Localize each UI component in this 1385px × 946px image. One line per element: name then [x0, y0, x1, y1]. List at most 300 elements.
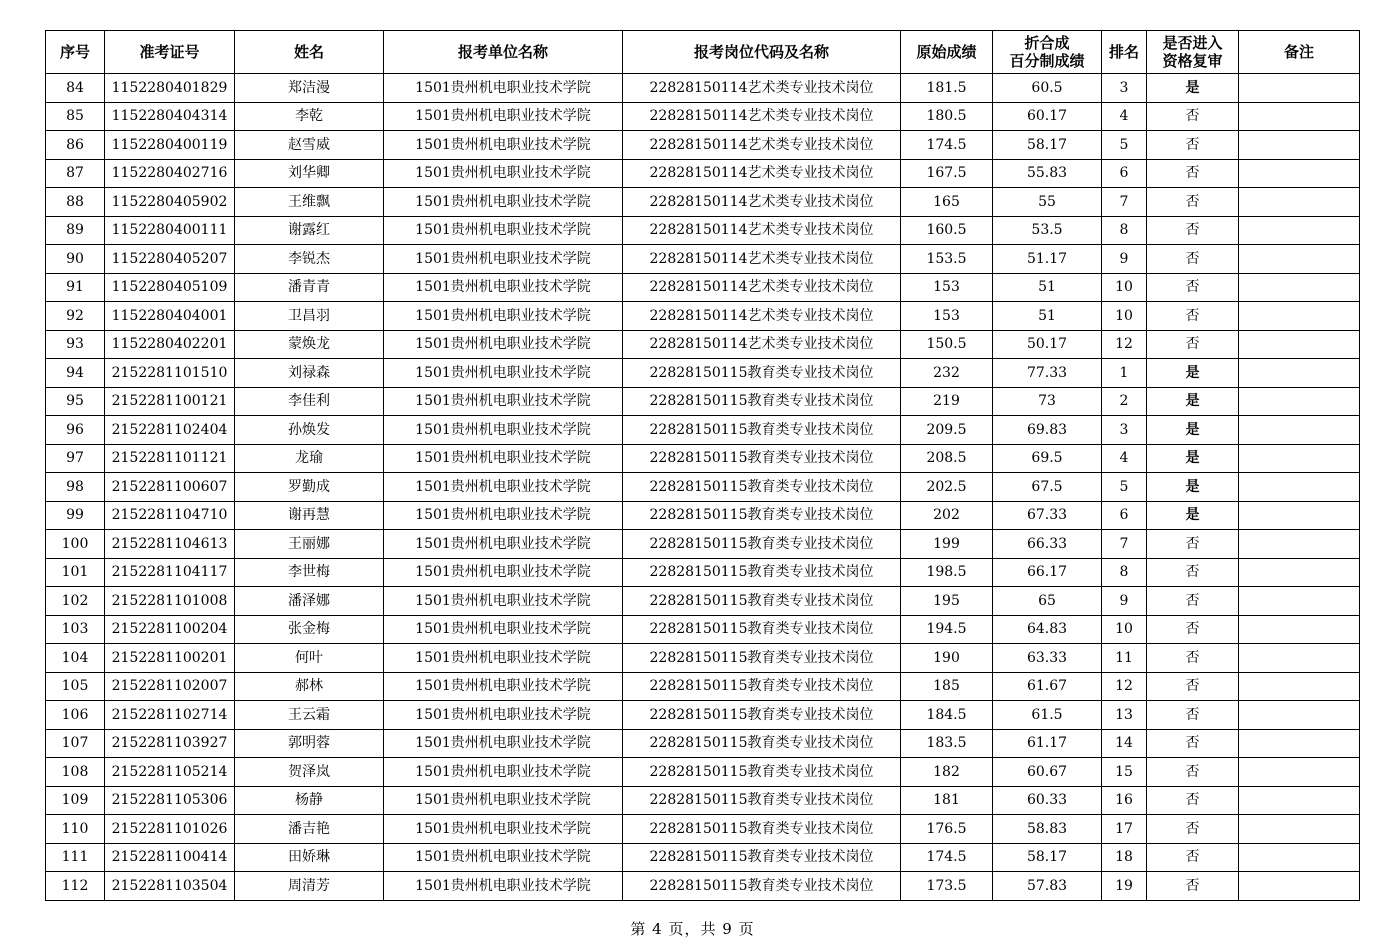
- cell-unit: 1501贵州机电职业技术学院: [384, 644, 623, 673]
- cell-seq: 107: [46, 729, 105, 758]
- cell-name: 郭明蓉: [235, 729, 384, 758]
- cell-review: 否: [1147, 188, 1239, 217]
- cell-remark: [1239, 815, 1360, 844]
- cell-unit: 1501贵州机电职业技术学院: [384, 359, 623, 388]
- cell-raw-score: 153: [901, 302, 993, 331]
- cell-rank: 16: [1102, 786, 1147, 815]
- cell-raw-score: 190: [901, 644, 993, 673]
- table-row: [46, 102, 1360, 131]
- cell-review: 否: [1147, 872, 1239, 901]
- table-body: [46, 74, 1360, 901]
- cell-remark: [1239, 102, 1360, 131]
- cell-position: 22828150114艺术类专业技术岗位: [623, 330, 901, 359]
- header-review-line2: 资格复审: [1162, 52, 1223, 70]
- cell-converted-score: 60.67: [993, 758, 1102, 787]
- cell-converted-score: 67.5: [993, 473, 1102, 502]
- cell-name: 罗勤成: [235, 473, 384, 502]
- cell-unit: 1501贵州机电职业技术学院: [384, 872, 623, 901]
- cell-unit: 1501贵州机电职业技术学院: [384, 615, 623, 644]
- cell-converted-score: 64.83: [993, 615, 1102, 644]
- cell-review: 否: [1147, 245, 1239, 274]
- table-row: [46, 473, 1360, 502]
- cell-name: 潘青青: [235, 273, 384, 302]
- cell-raw-score: 198.5: [901, 558, 993, 587]
- cell-ticket-number: 2152281101510: [105, 359, 235, 388]
- cell-name: 贺泽岚: [235, 758, 384, 787]
- header-unit: 报考单位名称: [384, 31, 623, 74]
- cell-rank: 13: [1102, 701, 1147, 730]
- header-remark: 备注: [1239, 31, 1360, 74]
- cell-rank: 5: [1102, 473, 1147, 502]
- cell-seq: 108: [46, 758, 105, 787]
- cell-name: 李锐杰: [235, 245, 384, 274]
- cell-review: 否: [1147, 786, 1239, 815]
- table-row: [46, 131, 1360, 160]
- cell-name: 孙焕发: [235, 416, 384, 445]
- table-row: [46, 416, 1360, 445]
- cell-position: 22828150115教育类专业技术岗位: [623, 558, 901, 587]
- table-row: [46, 672, 1360, 701]
- cell-remark: [1239, 330, 1360, 359]
- cell-unit: 1501贵州机电职业技术学院: [384, 530, 623, 559]
- cell-seq: 109: [46, 786, 105, 815]
- cell-remark: [1239, 444, 1360, 473]
- table-row: [46, 330, 1360, 359]
- cell-raw-score: 160.5: [901, 216, 993, 245]
- cell-review: 否: [1147, 758, 1239, 787]
- cell-remark: [1239, 786, 1360, 815]
- table-row: [46, 815, 1360, 844]
- cell-ticket-number: 2152281101026: [105, 815, 235, 844]
- header-converted-score-line1: 折合成: [1024, 34, 1070, 52]
- cell-seq: 103: [46, 615, 105, 644]
- cell-converted-score: 61.5: [993, 701, 1102, 730]
- cell-review: 是: [1147, 501, 1239, 530]
- cell-rank: 7: [1102, 188, 1147, 217]
- cell-name: 蒙焕龙: [235, 330, 384, 359]
- cell-remark: [1239, 758, 1360, 787]
- cell-review: 否: [1147, 815, 1239, 844]
- header-ticket-number: 准考证号: [105, 31, 235, 74]
- cell-seq: 91: [46, 273, 105, 302]
- cell-unit: 1501贵州机电职业技术学院: [384, 330, 623, 359]
- cell-raw-score: 153.5: [901, 245, 993, 274]
- cell-position: 22828150114艺术类专业技术岗位: [623, 102, 901, 131]
- cell-raw-score: 165: [901, 188, 993, 217]
- table-row: [46, 216, 1360, 245]
- cell-ticket-number: 1152280404001: [105, 302, 235, 331]
- cell-remark: [1239, 359, 1360, 388]
- cell-converted-score: 73: [993, 387, 1102, 416]
- cell-position: 22828150114艺术类专业技术岗位: [623, 131, 901, 160]
- cell-seq: 101: [46, 558, 105, 587]
- cell-ticket-number: 1152280405207: [105, 245, 235, 274]
- cell-raw-score: 195: [901, 587, 993, 616]
- table-row: [46, 444, 1360, 473]
- cell-position: 22828150115教育类专业技术岗位: [623, 786, 901, 815]
- cell-raw-score: 153: [901, 273, 993, 302]
- cell-raw-score: 219: [901, 387, 993, 416]
- cell-position: 22828150114艺术类专业技术岗位: [623, 188, 901, 217]
- cell-rank: 19: [1102, 872, 1147, 901]
- cell-converted-score: 65: [993, 587, 1102, 616]
- cell-ticket-number: 2152281105214: [105, 758, 235, 787]
- cell-raw-score: 185: [901, 672, 993, 701]
- cell-position: 22828150115教育类专业技术岗位: [623, 587, 901, 616]
- cell-seq: 95: [46, 387, 105, 416]
- header-position: 报考岗位代码及名称: [623, 31, 901, 74]
- cell-ticket-number: 2152281100204: [105, 615, 235, 644]
- cell-seq: 110: [46, 815, 105, 844]
- cell-name: 王云霜: [235, 701, 384, 730]
- cell-name: 李乾: [235, 102, 384, 131]
- cell-ticket-number: 1152280405902: [105, 188, 235, 217]
- table-row: [46, 159, 1360, 188]
- table-row: [46, 188, 1360, 217]
- cell-unit: 1501贵州机电职业技术学院: [384, 216, 623, 245]
- cell-unit: 1501贵州机电职业技术学院: [384, 188, 623, 217]
- cell-position: 22828150114艺术类专业技术岗位: [623, 302, 901, 331]
- cell-remark: [1239, 872, 1360, 901]
- cell-rank: 10: [1102, 615, 1147, 644]
- cell-review: 是: [1147, 387, 1239, 416]
- cell-unit: 1501贵州机电职业技术学院: [384, 501, 623, 530]
- cell-ticket-number: 2152281105306: [105, 786, 235, 815]
- cell-review: 否: [1147, 530, 1239, 559]
- cell-ticket-number: 2152281104613: [105, 530, 235, 559]
- cell-name: 龙瑜: [235, 444, 384, 473]
- cell-seq: 88: [46, 188, 105, 217]
- cell-rank: 10: [1102, 302, 1147, 331]
- cell-converted-score: 60.33: [993, 786, 1102, 815]
- cell-position: 22828150115教育类专业技术岗位: [623, 473, 901, 502]
- cell-ticket-number: 2152281104710: [105, 501, 235, 530]
- cell-review: 否: [1147, 558, 1239, 587]
- cell-position: 22828150115教育类专业技术岗位: [623, 530, 901, 559]
- cell-remark: [1239, 672, 1360, 701]
- cell-ticket-number: 1152280400119: [105, 131, 235, 160]
- cell-seq: 89: [46, 216, 105, 245]
- header-raw-score: 原始成绩: [901, 31, 993, 74]
- cell-unit: 1501贵州机电职业技术学院: [384, 245, 623, 274]
- cell-review: 否: [1147, 102, 1239, 131]
- cell-seq: 85: [46, 102, 105, 131]
- cell-rank: 9: [1102, 587, 1147, 616]
- cell-ticket-number: 2152281101121: [105, 444, 235, 473]
- cell-raw-score: 174.5: [901, 843, 993, 872]
- cell-review: 是: [1147, 473, 1239, 502]
- cell-position: 22828150115教育类专业技术岗位: [623, 387, 901, 416]
- cell-converted-score: 53.5: [993, 216, 1102, 245]
- cell-raw-score: 150.5: [901, 330, 993, 359]
- cell-rank: 1: [1102, 359, 1147, 388]
- cell-seq: 102: [46, 587, 105, 616]
- cell-position: 22828150115教育类专业技术岗位: [623, 644, 901, 673]
- cell-position: 22828150115教育类专业技术岗位: [623, 672, 901, 701]
- cell-review: 否: [1147, 273, 1239, 302]
- cell-converted-score: 67.33: [993, 501, 1102, 530]
- cell-position: 22828150115教育类专业技术岗位: [623, 729, 901, 758]
- cell-name: 刘禄森: [235, 359, 384, 388]
- cell-name: 刘华卿: [235, 159, 384, 188]
- cell-ticket-number: 2152281104117: [105, 558, 235, 587]
- cell-raw-score: 202: [901, 501, 993, 530]
- cell-rank: 14: [1102, 729, 1147, 758]
- cell-position: 22828150115教育类专业技术岗位: [623, 615, 901, 644]
- cell-review: 否: [1147, 644, 1239, 673]
- table-row: [46, 644, 1360, 673]
- cell-raw-score: 208.5: [901, 444, 993, 473]
- cell-rank: 8: [1102, 216, 1147, 245]
- cell-position: 22828150114艺术类专业技术岗位: [623, 245, 901, 274]
- cell-ticket-number: 2152281103504: [105, 872, 235, 901]
- cell-review: 是: [1147, 74, 1239, 103]
- cell-position: 22828150115教育类专业技术岗位: [623, 815, 901, 844]
- cell-rank: 6: [1102, 501, 1147, 530]
- cell-review: 否: [1147, 615, 1239, 644]
- cell-name: 谢再慧: [235, 501, 384, 530]
- cell-unit: 1501贵州机电职业技术学院: [384, 387, 623, 416]
- cell-rank: 17: [1102, 815, 1147, 844]
- cell-seq: 90: [46, 245, 105, 274]
- cell-remark: [1239, 245, 1360, 274]
- cell-ticket-number: 2152281100201: [105, 644, 235, 673]
- cell-position: 22828150114艺术类专业技术岗位: [623, 216, 901, 245]
- cell-unit: 1501贵州机电职业技术学院: [384, 159, 623, 188]
- table-row: [46, 530, 1360, 559]
- cell-review: 是: [1147, 444, 1239, 473]
- header-rank: 排名: [1102, 31, 1147, 74]
- cell-ticket-number: 2152281102714: [105, 701, 235, 730]
- cell-rank: 7: [1102, 530, 1147, 559]
- cell-converted-score: 55: [993, 188, 1102, 217]
- cell-raw-score: 209.5: [901, 416, 993, 445]
- cell-review: 否: [1147, 587, 1239, 616]
- cell-rank: 15: [1102, 758, 1147, 787]
- cell-rank: 4: [1102, 444, 1147, 473]
- cell-ticket-number: 2152281100121: [105, 387, 235, 416]
- cell-converted-score: 51: [993, 273, 1102, 302]
- cell-ticket-number: 1152280405109: [105, 273, 235, 302]
- cell-position: 22828150115教育类专业技术岗位: [623, 416, 901, 445]
- cell-seq: 86: [46, 131, 105, 160]
- cell-remark: [1239, 644, 1360, 673]
- cell-converted-score: 69.5: [993, 444, 1102, 473]
- header-seq: 序号: [46, 31, 105, 74]
- cell-remark: [1239, 701, 1360, 730]
- cell-seq: 100: [46, 530, 105, 559]
- table-row: [46, 786, 1360, 815]
- cell-raw-score: 183.5: [901, 729, 993, 758]
- cell-remark: [1239, 615, 1360, 644]
- cell-converted-score: 61.17: [993, 729, 1102, 758]
- cell-position: 22828150114艺术类专业技术岗位: [623, 74, 901, 103]
- cell-name: 潘吉艳: [235, 815, 384, 844]
- cell-raw-score: 182: [901, 758, 993, 787]
- table-row: [46, 701, 1360, 730]
- header-review-line1: 是否进入: [1162, 34, 1223, 52]
- cell-position: 22828150114艺术类专业技术岗位: [623, 159, 901, 188]
- cell-raw-score: 232: [901, 359, 993, 388]
- cell-remark: [1239, 530, 1360, 559]
- cell-ticket-number: 2152281100414: [105, 843, 235, 872]
- cell-rank: 9: [1102, 245, 1147, 274]
- cell-rank: 10: [1102, 273, 1147, 302]
- header-converted-score: [993, 31, 1102, 74]
- cell-review: 否: [1147, 216, 1239, 245]
- cell-remark: [1239, 273, 1360, 302]
- cell-name: 王丽娜: [235, 530, 384, 559]
- table-row: [46, 843, 1360, 872]
- cell-raw-score: 173.5: [901, 872, 993, 901]
- cell-review: 是: [1147, 416, 1239, 445]
- cell-position: 22828150115教育类专业技术岗位: [623, 758, 901, 787]
- cell-remark: [1239, 729, 1360, 758]
- cell-rank: 5: [1102, 131, 1147, 160]
- cell-raw-score: 194.5: [901, 615, 993, 644]
- cell-remark: [1239, 587, 1360, 616]
- cell-position: 22828150115教育类专业技术岗位: [623, 501, 901, 530]
- table-row: [46, 587, 1360, 616]
- cell-rank: 4: [1102, 102, 1147, 131]
- table-row: [46, 558, 1360, 587]
- cell-converted-score: 60.5: [993, 74, 1102, 103]
- table-row: [46, 615, 1360, 644]
- cell-seq: 105: [46, 672, 105, 701]
- cell-position: 22828150115教育类专业技术岗位: [623, 701, 901, 730]
- cell-converted-score: 50.17: [993, 330, 1102, 359]
- cell-raw-score: 184.5: [901, 701, 993, 730]
- cell-remark: [1239, 302, 1360, 331]
- cell-name: 潘泽娜: [235, 587, 384, 616]
- cell-raw-score: 176.5: [901, 815, 993, 844]
- cell-ticket-number: 1152280401829: [105, 74, 235, 103]
- cell-remark: [1239, 416, 1360, 445]
- cell-rank: 3: [1102, 74, 1147, 103]
- cell-unit: 1501贵州机电职业技术学院: [384, 131, 623, 160]
- cell-unit: 1501贵州机电职业技术学院: [384, 416, 623, 445]
- cell-position: 22828150115教育类专业技术岗位: [623, 872, 901, 901]
- cell-rank: 6: [1102, 159, 1147, 188]
- cell-seq: 111: [46, 843, 105, 872]
- cell-name: 郑洁漫: [235, 74, 384, 103]
- cell-name: 田娇琳: [235, 843, 384, 872]
- cell-seq: 97: [46, 444, 105, 473]
- score-table: [45, 30, 1360, 901]
- cell-unit: 1501贵州机电职业技术学院: [384, 672, 623, 701]
- table-row: [46, 302, 1360, 331]
- cell-ticket-number: 1152280400111: [105, 216, 235, 245]
- cell-ticket-number: 1152280404314: [105, 102, 235, 131]
- table-row: [46, 501, 1360, 530]
- cell-unit: 1501贵州机电职业技术学院: [384, 273, 623, 302]
- cell-remark: [1239, 131, 1360, 160]
- cell-raw-score: 181.5: [901, 74, 993, 103]
- cell-review: 否: [1147, 672, 1239, 701]
- table-row: [46, 387, 1360, 416]
- cell-ticket-number: 2152281100607: [105, 473, 235, 502]
- cell-unit: 1501贵州机电职业技术学院: [384, 444, 623, 473]
- cell-unit: 1501贵州机电职业技术学院: [384, 758, 623, 787]
- cell-name: 李佳利: [235, 387, 384, 416]
- table-row: [46, 245, 1360, 274]
- cell-name: 赵雪威: [235, 131, 384, 160]
- cell-position: 22828150114艺术类专业技术岗位: [623, 273, 901, 302]
- header-row: [46, 31, 1360, 74]
- cell-remark: [1239, 473, 1360, 502]
- cell-review: 否: [1147, 330, 1239, 359]
- cell-name: 张金梅: [235, 615, 384, 644]
- cell-rank: 18: [1102, 843, 1147, 872]
- cell-name: 郝林: [235, 672, 384, 701]
- cell-remark: [1239, 216, 1360, 245]
- cell-rank: 8: [1102, 558, 1147, 587]
- cell-unit: 1501贵州机电职业技术学院: [384, 815, 623, 844]
- cell-seq: 84: [46, 74, 105, 103]
- cell-unit: 1501贵州机电职业技术学院: [384, 558, 623, 587]
- header-review: [1147, 31, 1239, 74]
- cell-converted-score: 58.17: [993, 131, 1102, 160]
- cell-converted-score: 51: [993, 302, 1102, 331]
- cell-ticket-number: 1152280402201: [105, 330, 235, 359]
- cell-rank: 2: [1102, 387, 1147, 416]
- cell-ticket-number: 2152281102404: [105, 416, 235, 445]
- cell-ticket-number: 2152281103927: [105, 729, 235, 758]
- cell-remark: [1239, 387, 1360, 416]
- header-name: 姓名: [235, 31, 384, 74]
- cell-unit: 1501贵州机电职业技术学院: [384, 302, 623, 331]
- cell-unit: 1501贵州机电职业技术学院: [384, 729, 623, 758]
- cell-seq: 98: [46, 473, 105, 502]
- cell-review: 否: [1147, 131, 1239, 160]
- cell-rank: 12: [1102, 672, 1147, 701]
- cell-seq: 93: [46, 330, 105, 359]
- cell-position: 22828150115教育类专业技术岗位: [623, 359, 901, 388]
- cell-converted-score: 60.17: [993, 102, 1102, 131]
- cell-review: 否: [1147, 729, 1239, 758]
- cell-rank: 12: [1102, 330, 1147, 359]
- table-row: [46, 74, 1360, 103]
- cell-converted-score: 61.67: [993, 672, 1102, 701]
- cell-converted-score: 51.17: [993, 245, 1102, 274]
- cell-review: 否: [1147, 843, 1239, 872]
- cell-ticket-number: 2152281102007: [105, 672, 235, 701]
- cell-seq: 106: [46, 701, 105, 730]
- table-row: [46, 729, 1360, 758]
- cell-raw-score: 174.5: [901, 131, 993, 160]
- cell-remark: [1239, 74, 1360, 103]
- cell-seq: 87: [46, 159, 105, 188]
- cell-position: 22828150115教育类专业技术岗位: [623, 843, 901, 872]
- cell-review: 否: [1147, 302, 1239, 331]
- cell-seq: 94: [46, 359, 105, 388]
- cell-seq: 92: [46, 302, 105, 331]
- cell-raw-score: 167.5: [901, 159, 993, 188]
- cell-unit: 1501贵州机电职业技术学院: [384, 102, 623, 131]
- cell-seq: 104: [46, 644, 105, 673]
- cell-name: 何叶: [235, 644, 384, 673]
- cell-converted-score: 69.83: [993, 416, 1102, 445]
- cell-review: 是: [1147, 359, 1239, 388]
- cell-name: 卫昌羽: [235, 302, 384, 331]
- cell-ticket-number: 1152280402716: [105, 159, 235, 188]
- cell-review: 否: [1147, 159, 1239, 188]
- cell-remark: [1239, 843, 1360, 872]
- cell-remark: [1239, 188, 1360, 217]
- cell-seq: 112: [46, 872, 105, 901]
- cell-converted-score: 66.17: [993, 558, 1102, 587]
- cell-name: 李世梅: [235, 558, 384, 587]
